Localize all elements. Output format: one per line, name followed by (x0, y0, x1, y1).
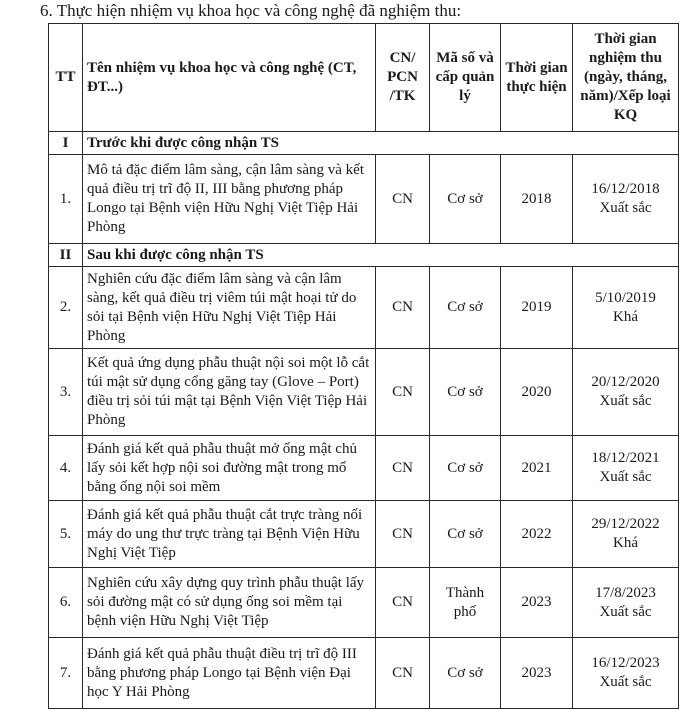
row-number: 1. (49, 155, 83, 244)
task-name: Nghiên cứu xây dựng quy trình phẫu thuật lấy sỏi đường mật có sử dụng ống soi mềm tại bệnh viện Hữu Nghị Việt Tiệp (83, 568, 376, 638)
section-row (49, 244, 679, 267)
task-role: CN (376, 436, 430, 501)
acceptance-date: 5/10/2019 (595, 289, 656, 306)
acceptance-date: 20/12/2020 (591, 374, 660, 390)
acceptance-result: Xuất sắc (599, 469, 652, 485)
acceptance-date: 16/12/2018 (591, 181, 660, 197)
task-year: 2021 (501, 436, 573, 501)
acceptance-result: Xuất sắc (599, 674, 652, 690)
task-level: Cơ sở (430, 436, 501, 501)
task-year: 2023 (501, 638, 573, 709)
task-acceptance (573, 436, 679, 501)
section-title: Sau khi được công nhận TS (83, 244, 679, 267)
row-number: 3. (49, 349, 83, 436)
col-header-role: CN/ PCN /TK (376, 24, 430, 132)
task-level: Cơ sở (430, 501, 501, 568)
task-role: CN (376, 155, 430, 244)
task-year: 2018 (501, 155, 573, 244)
col-header-name: Tên nhiệm vụ khoa học và công nghệ (CT, ĐT...) (83, 24, 376, 132)
task-role: CN (376, 638, 430, 709)
acceptance-date: 18/12/2021 (591, 450, 660, 466)
task-acceptance (573, 155, 679, 244)
section-number: II (49, 244, 83, 267)
table-row (49, 501, 679, 568)
task-level: Thành phố (430, 568, 501, 638)
section-heading: 6. Thực hiện nhiệm vụ khoa học và công nghệ đã nghiệm thu: (40, 1, 462, 20)
task-name: Mô tả đặc điểm lâm sàng, cận lâm sàng và kết quả điều trị trĩ độ II, III bằng phương pháp Longo tại Bệnh viện Hữu Nghị Việt Tiệp Hải Phòng (83, 155, 376, 244)
task-name: Đánh giá kết quả phẫu thuật điều trị trĩ độ III bằng phương pháp Longo tại Bệnh viện Đại học Y Hải Phòng (83, 638, 376, 709)
table-row (49, 436, 679, 501)
acceptance-result: Khá (613, 308, 638, 325)
section-row (49, 132, 679, 155)
task-acceptance (573, 501, 679, 568)
row-number: 5. (49, 501, 83, 568)
table-row (49, 638, 679, 709)
research-tasks-table (48, 23, 679, 709)
table-header-row (49, 24, 679, 132)
col-header-time: Thời gian thực hiện (501, 24, 573, 132)
task-name: Đánh giá kết quả phẫu thuật cắt trực tràng nối máy do ung thư trực tràng tại Bệnh Viện Hữu Nghị Việt Tiệp (83, 501, 376, 568)
acceptance-date: 16/12/2023 (591, 655, 660, 671)
task-year: 2019 (501, 267, 573, 349)
table-row (49, 349, 679, 436)
task-acceptance (573, 568, 679, 638)
row-number: 4. (49, 436, 83, 501)
table-row (49, 155, 679, 244)
task-level: Cơ sở (430, 155, 501, 244)
task-level: Cơ sở (430, 349, 501, 436)
section-title: Trước khi được công nhận TS (83, 132, 679, 155)
col-header-accept: Thời gian nghiệm thu (ngày, tháng, năm)/Xếp loại KQ (573, 24, 679, 132)
row-number: 7. (49, 638, 83, 709)
acceptance-result: Xuất sắc (599, 603, 652, 620)
task-acceptance (573, 638, 679, 709)
task-level: Cơ sở (430, 638, 501, 709)
acceptance-date: 29/12/2022 (591, 516, 660, 532)
table-row (49, 267, 679, 349)
task-name: Đánh giá kết quả phẫu thuật mở ống mật chủ lấy sỏi kết hợp nội soi đường mật trong mổ bằng ống nội soi mềm (83, 436, 376, 501)
task-name: Kết quả ứng dụng phẫu thuật nội soi một lỗ cắt túi mật sử dụng cổng găng tay (Glove – Port) điều trị sỏi túi mật tại Bệnh Viện Việt Tiệp Hải Phòng (83, 349, 376, 436)
task-name: Nghiên cứu đặc điểm lâm sàng và cận lâm sàng, kết quả điều trị viêm túi mật hoại tử do sỏi tại Bệnh viện Hữu Nghị Việt Tiệp Hải Phòng (83, 267, 376, 349)
task-year: 2020 (501, 349, 573, 436)
col-header-code: Mã số và cấp quản lý (430, 24, 501, 132)
section-number: I (49, 132, 83, 155)
row-number: 6. (49, 568, 83, 638)
task-acceptance (573, 267, 679, 349)
acceptance-result: Xuất sắc (599, 200, 652, 216)
task-role: CN (376, 267, 430, 349)
col-header-tt: TT (49, 24, 83, 132)
task-role: CN (376, 568, 430, 638)
acceptance-date: 17/8/2023 (595, 584, 656, 601)
acceptance-result: Xuất sắc (599, 393, 652, 409)
task-acceptance (573, 349, 679, 436)
row-number: 2. (49, 267, 83, 349)
task-role: CN (376, 349, 430, 436)
task-year: 2023 (501, 568, 573, 638)
acceptance-result: Khá (613, 535, 638, 551)
task-level: Cơ sở (430, 267, 501, 349)
task-role: CN (376, 501, 430, 568)
task-year: 2022 (501, 501, 573, 568)
table-row (49, 568, 679, 638)
